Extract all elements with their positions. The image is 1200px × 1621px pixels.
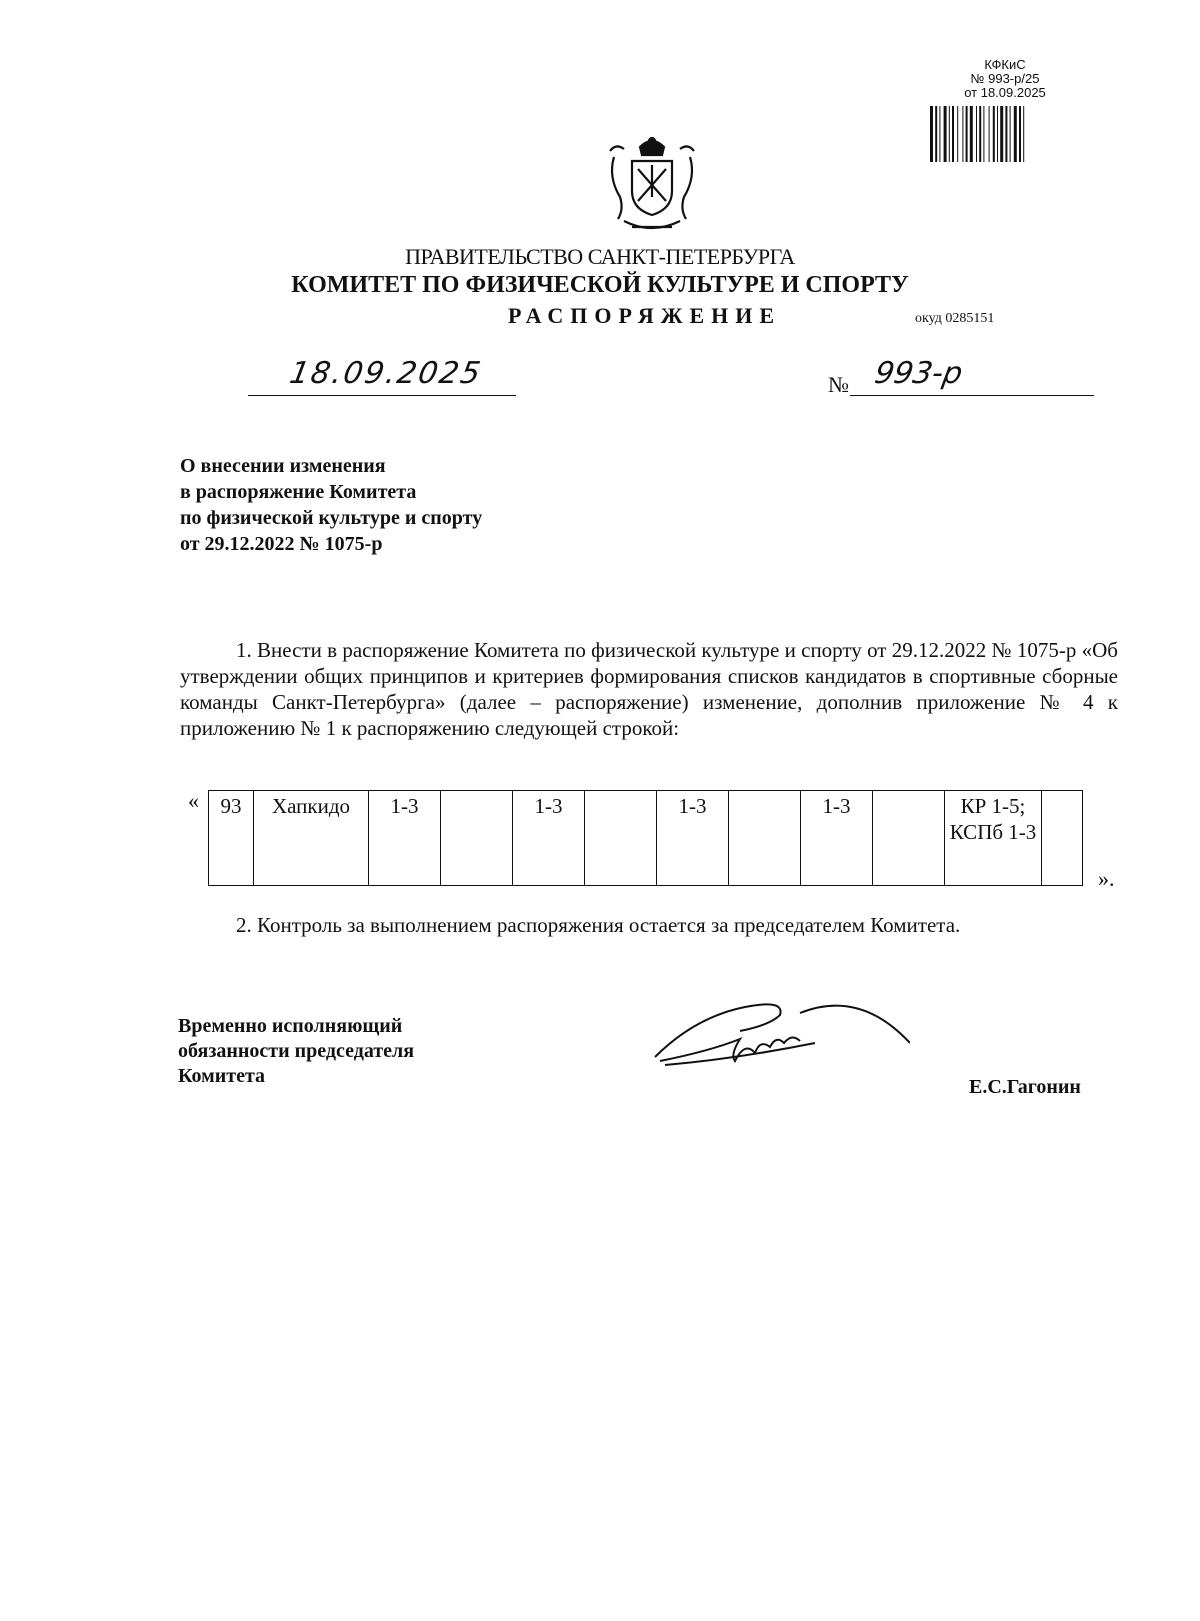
paragraph-1: 1. Внести в распоряжение Комитета по физической культуре и спорту от 29.12.2022 № 1075-р «Об утверждении общих принципов и критериев формирования списков кандидатов в спортивные сборные команды Санкт-Петербурга» (далее – распоряжение) изменение, дополнив приложение № 4 к приложению № 1 к распоряжению следующей строкой: [180,638,1118,740]
appendix-row-table [208,790,1083,886]
quote-open: « [188,788,199,813]
signatory-title-line: обязанности председателя [178,1040,415,1062]
committee-name: КОМИТЕТ ПО ФИЗИЧЕСКОЙ КУЛЬТУРЕ И СПОРТУ [291,272,909,298]
document-type: РАСПОРЯЖЕНИЕ [508,303,782,328]
handwritten-signature [650,995,910,1085]
table-cell [729,791,801,886]
subject-line: О внесении изменения [180,455,386,477]
signatory-title-line: Комитета [178,1065,266,1087]
stamp-date: от 18.09.2025 [964,85,1046,100]
number-sign: № [828,372,849,397]
document-date: 18.09.2025 [286,356,485,391]
table-cell [1042,791,1083,886]
table-cell [585,791,657,886]
government-name: ПРАВИТЕЛЬСТВО САНКТ-ПЕТЕРБУРГА [405,244,795,269]
barcode [930,106,1082,162]
signatory-name: Е.С.Гагонин [969,1076,1081,1098]
okud-code: окуд 0285151 [915,311,995,326]
stamp-org: КФКиС [984,57,1026,72]
table-cell: 1-3 [369,791,441,886]
table-cell: 1-3 [801,791,873,886]
stamp-number: № 993-р/25 [970,71,1040,86]
document-subject [180,453,482,557]
table-cell: 1-3 [513,791,585,886]
document-number: 993-р [871,356,966,391]
table-cell: Хапкидо [254,791,369,886]
registration-stamp [930,58,1080,100]
number-underline [850,395,1094,396]
signatory-title [178,1014,414,1089]
subject-line: по физической культуре и спорту [180,507,483,529]
table-cell: КР 1-5; КСПб 1-3 [945,791,1042,886]
subject-line: в распоряжение Комитета [180,481,417,503]
table-cell [873,791,945,886]
table-row [209,791,1083,886]
saint-petersburg-coat-of-arms-icon [602,135,702,231]
signatory-title-line: Временно исполняющий [178,1015,403,1037]
table-cell [441,791,513,886]
paragraph-2: 2. Контроль за выполнением распоряжения остается за председателем Комитета. [236,913,961,937]
date-underline [248,395,516,396]
table-cell: 1-3 [657,791,729,886]
subject-line: от 29.12.2022 № 1075-р [180,533,383,555]
table-cell: 93 [209,791,254,886]
quote-close: ». [1098,866,1115,891]
